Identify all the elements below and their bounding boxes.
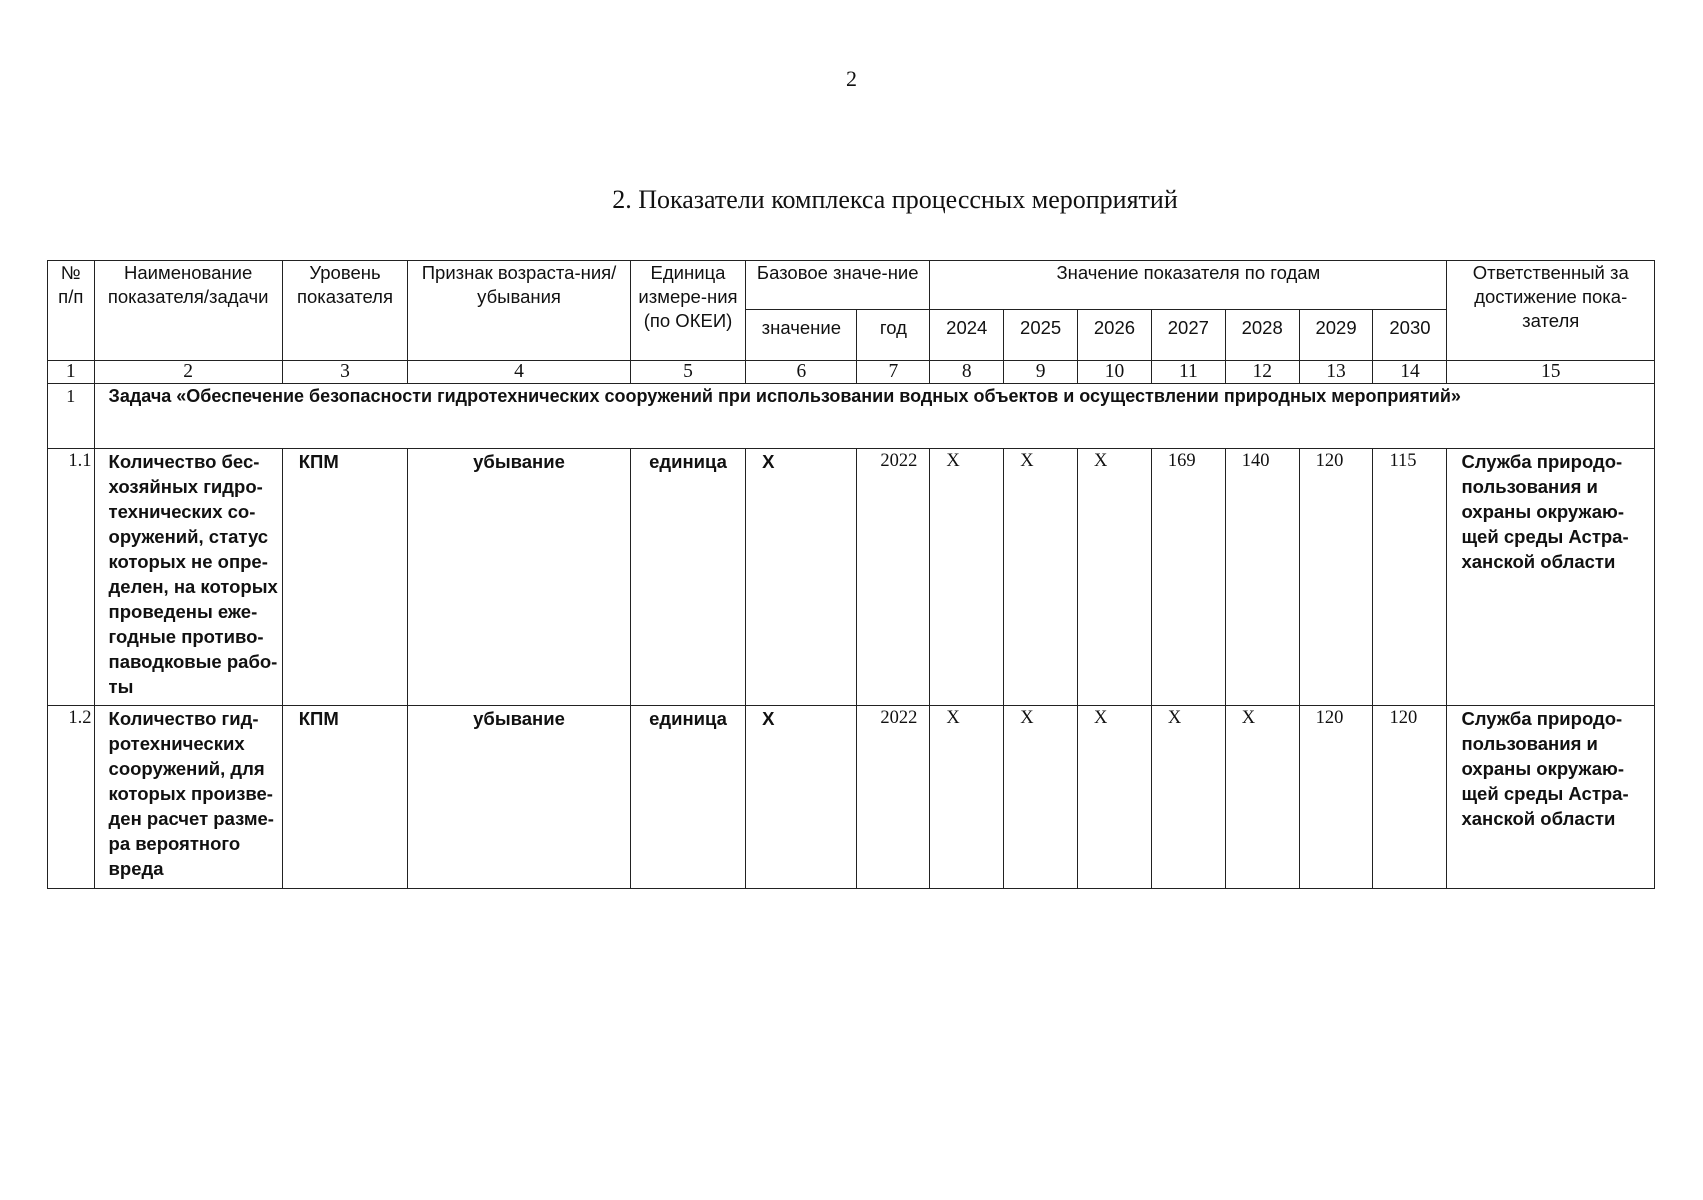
task-row xyxy=(48,384,1655,449)
header-years-group: Значение показателя по годам xyxy=(930,261,1447,310)
base-year: 2022 xyxy=(857,706,930,889)
column-number: 11 xyxy=(1151,361,1225,384)
indicator-level: КПМ xyxy=(282,449,407,706)
header-year-2028: 2028 xyxy=(1225,310,1299,361)
value-2028: 140 xyxy=(1225,449,1299,706)
page-number: 2 xyxy=(846,66,857,91)
column-number: 4 xyxy=(408,361,631,384)
header-row xyxy=(48,261,1655,310)
document-title: 2. Показатели комплекса процессных мероприятий xyxy=(612,185,1178,214)
base-year: 2022 xyxy=(857,449,930,706)
column-number: 14 xyxy=(1373,361,1447,384)
indicator-level: КПМ xyxy=(282,706,407,889)
value-2025: Х xyxy=(1004,706,1078,889)
column-number: 8 xyxy=(930,361,1004,384)
indicator-trend: убывание xyxy=(408,449,631,706)
header-trend: Признак возраста-ния/убывания xyxy=(408,261,631,361)
column-number: 10 xyxy=(1078,361,1152,384)
header-base-value: значение xyxy=(746,310,857,361)
base-value: Х xyxy=(746,706,857,889)
indicator-unit: единица xyxy=(630,449,745,706)
column-number: 3 xyxy=(282,361,407,384)
value-2030: 120 xyxy=(1373,706,1447,889)
header-base-year: год xyxy=(857,310,930,361)
row-number: 1.1 xyxy=(48,449,95,706)
column-number: 1 xyxy=(48,361,95,384)
column-number: 13 xyxy=(1299,361,1373,384)
value-2026: Х xyxy=(1078,706,1152,889)
task-number: 1 xyxy=(48,384,95,449)
base-value: Х xyxy=(746,449,857,706)
header-unit: Единица измере-ния (по ОКЕИ) xyxy=(630,261,745,361)
header-level: Уровень показателя xyxy=(282,261,407,361)
column-number: 9 xyxy=(1004,361,1078,384)
value-2025: Х xyxy=(1004,449,1078,706)
value-2029: 120 xyxy=(1299,449,1373,706)
value-2027: Х xyxy=(1151,706,1225,889)
column-number: 5 xyxy=(630,361,745,384)
indicators-table xyxy=(47,260,1655,889)
task-text: Задача «Обеспечение безопасности гидротехнических сооружений при использовании водных объектов и осуществлении природных мероприятий» xyxy=(94,384,1654,449)
header-year-2030: 2030 xyxy=(1373,310,1447,361)
header-year-2026: 2026 xyxy=(1078,310,1152,361)
header-year-2024: 2024 xyxy=(930,310,1004,361)
indicator-name: Количество бес-хозяйных гидро-технических со-оружений, статус которых не опре-делен, на которых проведены еже-годные противо-паводковые рабо-ты xyxy=(94,449,282,706)
responsible-party: Служба природо-пользования и охраны окружаю-щей среды Астра-ханской области xyxy=(1447,449,1655,706)
header-year-2025: 2025 xyxy=(1004,310,1078,361)
header-year-2027: 2027 xyxy=(1151,310,1225,361)
header-year-2029: 2029 xyxy=(1299,310,1373,361)
column-number-row xyxy=(48,361,1655,384)
column-number: 15 xyxy=(1447,361,1655,384)
indicator-unit: единица xyxy=(630,706,745,889)
header-name: Наименование показателя/задачи xyxy=(94,261,282,361)
header-num: № п/п xyxy=(48,261,95,361)
header-responsible: Ответственный за достижение пока-зателя xyxy=(1447,261,1655,361)
indicator-trend: убывание xyxy=(408,706,631,889)
table-row xyxy=(48,706,1655,889)
table-row xyxy=(48,449,1655,706)
column-number: 12 xyxy=(1225,361,1299,384)
value-2024: Х xyxy=(930,706,1004,889)
column-number: 2 xyxy=(94,361,282,384)
row-number: 1.2 xyxy=(48,706,95,889)
value-2026: Х xyxy=(1078,449,1152,706)
value-2027: 169 xyxy=(1151,449,1225,706)
value-2028: Х xyxy=(1225,706,1299,889)
value-2030: 115 xyxy=(1373,449,1447,706)
header-base-group: Базовое значе-ние xyxy=(746,261,930,310)
value-2024: Х xyxy=(930,449,1004,706)
responsible-party: Служба природо-пользования и охраны окружаю-щей среды Астра-ханской области xyxy=(1447,706,1655,889)
column-number: 6 xyxy=(746,361,857,384)
indicator-name: Количество гид-ротехнических сооружений, для которых произве-ден расчет разме-ра вероятного вреда xyxy=(94,706,282,889)
value-2029: 120 xyxy=(1299,706,1373,889)
column-number: 7 xyxy=(857,361,930,384)
